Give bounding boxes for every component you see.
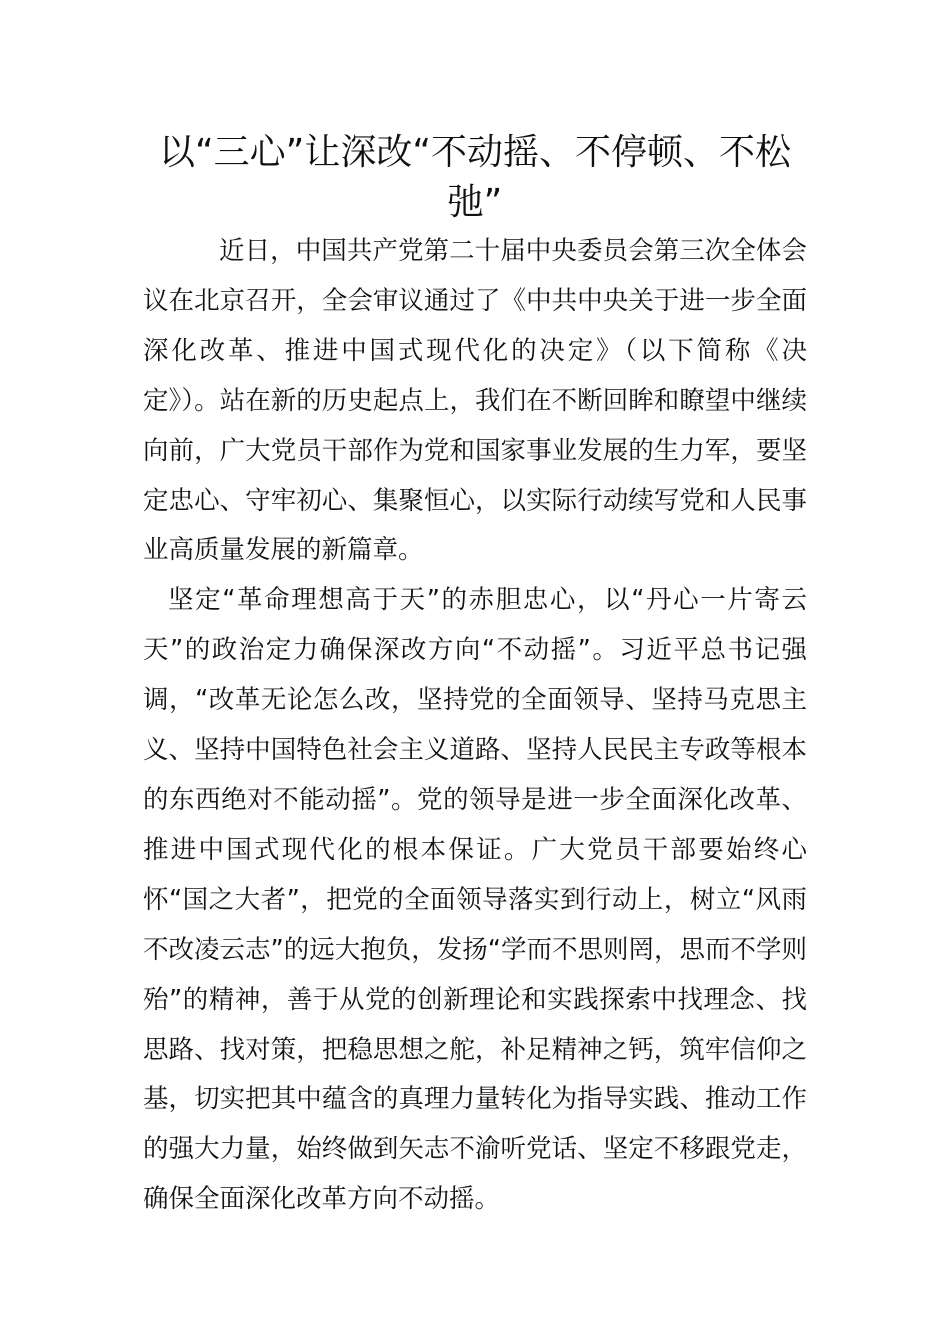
paragraph-loyalty: 坚定“革命理想高于天”的赤胆忠心，以“丹心一片寄云天”的政治定力确保深改方向“不动摇”。习近平总书记强调，“改革无论怎么改，坚持党的全面领导、坚持马克思主义、坚持中国特色社会主义道路、坚持人民民主专政等根本的东西绝对不能动摇”。党的领导是进一步全面深化改革、推进中国式现代化的根本保证。广大党员干部要始终心怀“国之大者”，把党的全面领导落实到行动上，树立“风雨不改凌云志”的远大抱负，发扬“学而不思则罔，思而不学则殆”的精神，善于从党的创新理论和实践探索中找理念、找思路、找对策，把稳思想之舵，补足精神之钙，筑牢信仰之基，切实把其中蕴含的真理力量转化为指导实践、推动工作的强大力量，始终做到矢志不渝听党话、坚定不移跟党走，确保全面深化改革方向不动摇。 [143, 585, 807, 1215]
document-body [143, 227, 807, 1225]
document-title: 以“三心”让深改“不动摇、不停顿、不松弛” [159, 132, 791, 223]
paragraph-intro: 近日，中国共产党第二十届中央委员会第三次全体会议在北京召开，全会审议通过了《中共中央关于进一步全面深化改革、推进中国式现代化的决定》（以下简称《决定》）。站在新的历史起点上，我们在不断回眸和瞭望中继续向前，广大党员干部作为党和国家事业发展的生力军，要坚定忠心、守牢初心、集聚恒心，以实际行动续写党和人民事业高质量发展的新篇章。 [143, 236, 807, 566]
